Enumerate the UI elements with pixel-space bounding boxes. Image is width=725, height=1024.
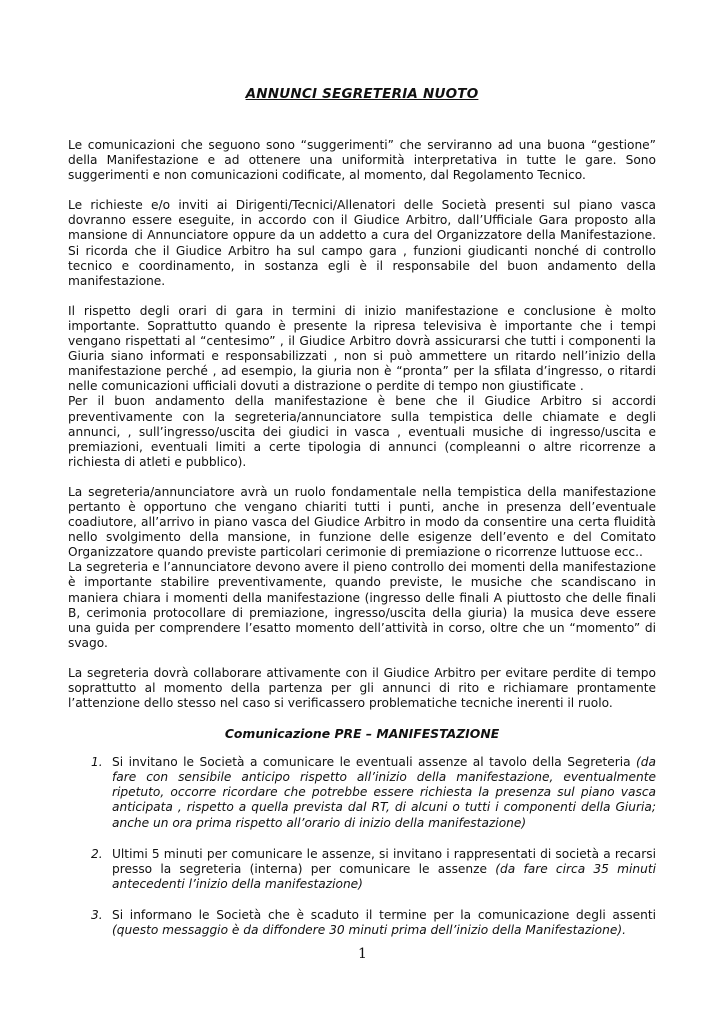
- page-number: 1: [358, 946, 367, 962]
- list-item: [68, 847, 656, 892]
- paragraph-coordination: Per il buon andamento della manifestazione è bene che il Giudice Arbitro si accordi preventivamente con la segreteria/annunciatore sulla tempistica delle chiamate e degli annunci, , sull’ingresso/uscita dei giudici in vasca , eventuali musiche di ingresso/uscita e premiazioni, eventuali limiti a certe tipologia di annunci (compleanni o altre ricorrenze a richiesta di atleti e pubblico).: [68, 394, 656, 469]
- paragraph-music: La segreteria e l’annunciatore devono avere il pieno controllo dei momenti della manifestazione è importante stabilire preventivamente, quando previste, le musiche che scandiscano in maniera chiara i momenti della manifestazione (ingresso delle finali A piuttosto che delle finali B, cerimonia protocollare di premiazione, ingresso/uscita della giuria) la musica deve essere una guida per comprendere l’esatto momento dell’attività in corso, oltre che un “momento” di svago.: [68, 560, 656, 650]
- paragraph-intro: Le comunicazioni che seguono sono “suggerimenti” che serviranno ad una buona “gestione” della Manifestazione e ad ottenere una uniformità interpretativa in tutte le gare. Sono suggerimenti e non comunicazioni codificate, al momento, dal Regolamento Tecnico.: [68, 138, 656, 183]
- list-item: [68, 755, 656, 830]
- paragraph-requests: Le richieste e/o inviti ai Dirigenti/Tecnici/Allenatori delle Società presenti sul piano vasca dovranno essere eseguite, in accordo con il Giudice Arbitro, dall’Ufficiale Gara proposto alla mansione di Annunciatore oppure da un addetto a cura del Organizzatore della Manifestazione. Si ricorda che il Giudice Arbitro ha sul campo gara , funzioni giudicanti nonché di controllo tecnico e coordinamento, in sostanza egli è il responsabile del buon andamento della manifestazione.: [68, 198, 656, 288]
- list-item-text: Ultimi 5 minuti per comunicare le assenze, si invitano i rappresentati di società a recarsi presso la segreteria (interna) per comunicare le assenze: [112, 846, 656, 876]
- list-item-text: Si invitano le Società a comunicare le eventuali assenze al tavolo della Segreteria: [112, 755, 637, 770]
- paragraph-schedule: Il rispetto degli orari di gara in termini di inizio manifestazione e conclusione è molto importante. Soprattutto quando è presente la ripresa televisiva è importante che i tempi vengano rispettati al “centesimo” , il Giudice Arbitro dovrà assicurarsi che tutti i componenti la Giuria siano informati e responsabilizzati , non si può ammettere un ritardo nell’inizio della manifestazione perché , ad esempio, la giuria non è “pronta” per la sfilata d’ingresso, o ritardi nelle comunicazioni ufficiali dovuti a distrazione o perdite di tempo non giustificate .: [68, 303, 656, 394]
- list-item-number: 2.: [91, 846, 103, 861]
- list-item: [68, 908, 656, 938]
- section-title: Comunicazione PRE – MANIFESTAZIONE: [224, 726, 500, 742]
- document-page: [68, 86, 656, 954]
- list-item-text: Si informano le Società che è scaduto il termine per la comunicazione degli assenti: [112, 907, 656, 922]
- paragraph-secretary-role: La segreteria/annunciatore avrà un ruolo fondamentale nella tempistica della manifestazione pertanto è opportuno che vengano chiariti tutti i punti, anche in presenza dell’eventuale coadiutore, all’arrivo in piano vasca del Giudice Arbitro in modo da consentire una certa fluidità nello svolgimento della mansione, in funzione delle esigenze dell’evento e del Comitato Organizzatore quando previste particolari cerimonie di premiazione o ricorrenze luttuose ecc..: [68, 484, 656, 560]
- list-item-number: 3.: [91, 907, 103, 922]
- list-item-note: (da fare circa 35 minuti antecedenti l’inizio della manifestazione): [112, 861, 656, 891]
- document-title: ANNUNCI SEGRETERIA NUOTO: [245, 86, 479, 102]
- list-item-note: (da fare con sensibile anticipo rispetto all’inizio della manifestazione, eventualmente ripetuto, occorre ricordare che potrebbe essere richiesta la presenza sul piano vasca anticipata , rispetto a quella prevista dal RT, di alcuni o tutti i componenti della Giuria; anche un ora prima rispetto all’orario di inizio della manifestazione): [112, 755, 656, 830]
- paragraph-collaboration: La segreteria dovrà collaborare attivamente con il Giudice Arbitro per evitare perdite di tempo soprattutto al momento della partenza per gli annunci di rito e richiamare prontamente l’attenzione dello stesso nel caso si verificassero problematiche tecniche inerenti il ruolo.: [68, 665, 656, 711]
- list-item-note: (questo messaggio è da diffondere 30 minuti prima dell’inizio della Manifestazione).: [112, 923, 626, 938]
- list-item-number: 1.: [91, 755, 103, 770]
- announcement-list: [68, 755, 656, 938]
